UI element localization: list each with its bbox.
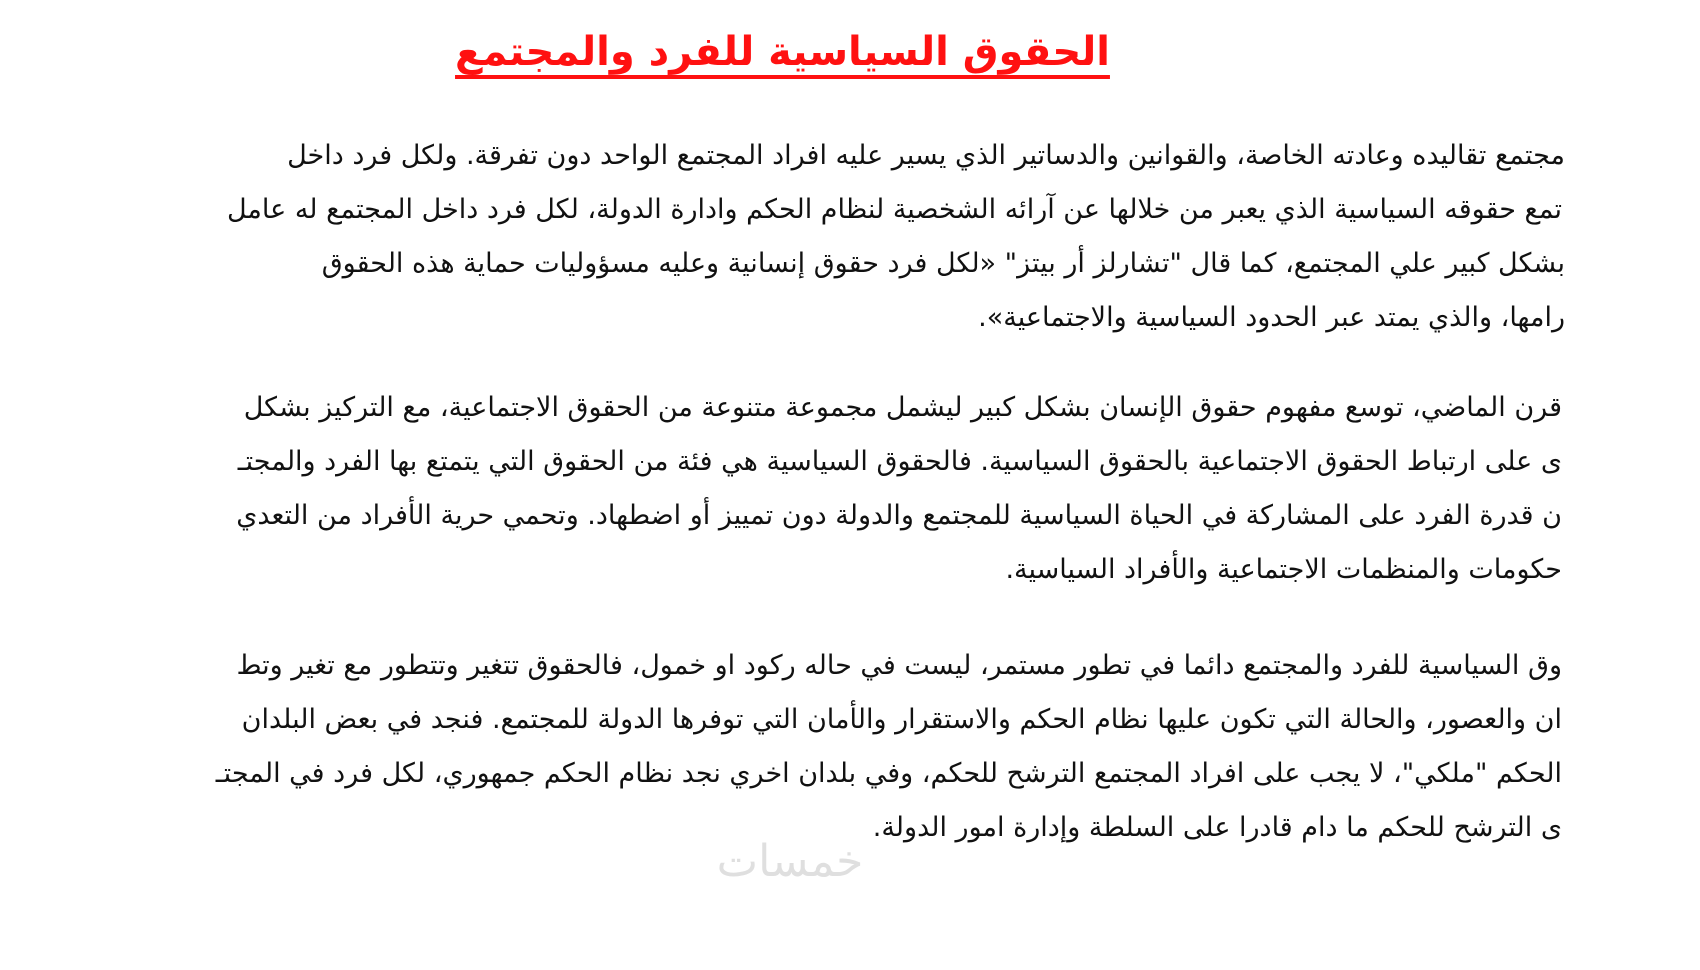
paragraph-line: الحكم "ملكي"، لا يجب على افراد المجتمع الترشح للحكم، وفي بلدان اخري نجد نظام الحكم جمهوري، لكل فرد في المجتـ bbox=[215, 758, 1562, 789]
paragraph-line: ى الترشح للحكم ما دام قادرا على السلطة وإدارة امور الدولة. bbox=[872, 812, 1562, 843]
paragraph-line: وق السياسية للفرد والمجتمع دائما في تطور مستمر، ليست في حاله ركود او خمول، فالحقوق تتغير وتتطور مع تغير وتط bbox=[236, 650, 1562, 681]
paragraph-line: بشكل كبير علي المجتمع، كما قال "تشارلز أر بيتز" «لكل فرد حقوق إنسانية وعليه مسؤوليات حماية هذه الحقوق bbox=[321, 248, 1565, 279]
paragraph-line: ى على ارتباط الحقوق الاجتماعية بالحقوق السياسية. فالحقوق السياسية هي فئة من الحقوق التي يتمتع بها الفرد والمجتـ bbox=[237, 446, 1562, 477]
paragraph-line: حكومات والمنظمات الاجتماعية والأفراد السياسية. bbox=[1005, 554, 1562, 585]
paragraph-line: قرن الماضي، توسع مفهوم حقوق الإنسان بشكل كبير ليشمل مجموعة متنوعة من الحقوق الاجتماعية، مع التركيز بشكل bbox=[243, 392, 1562, 423]
paragraph-line: رامها، والذي يمتد عبر الحدود السياسية والاجتماعية». bbox=[978, 302, 1565, 333]
document-title: الحقوق السياسية للفرد والمجتمع bbox=[455, 29, 1110, 75]
paragraph-line: تمع حقوقه السياسية الذي يعبر من خلالها عن آرائه الشخصية لنظام الحكم وادارة الدولة، لكل فرد داخل المجتمع له عامل bbox=[226, 194, 1562, 225]
paragraph-line: ان والعصور، والحالة التي تكون عليها نظام الحكم والاستقرار والأمان التي توفرها الدولة للمجتمع. فنجد في بعض البلدان bbox=[241, 704, 1562, 735]
watermark-logo: خمسات bbox=[716, 836, 864, 887]
paragraph-line: ن قدرة الفرد على المشاركة في الحياة السياسية للمجتمع والدولة دون تمييز أو اضطهاد. وتحمي حرية الأفراد من التعدي bbox=[236, 500, 1562, 531]
paragraph-line: مجتمع تقاليده وعادته الخاصة، والقوانين والدساتير الذي يسير عليه افراد المجتمع الواحد دون تفرقة. ولكل فرد داخل bbox=[287, 140, 1565, 171]
